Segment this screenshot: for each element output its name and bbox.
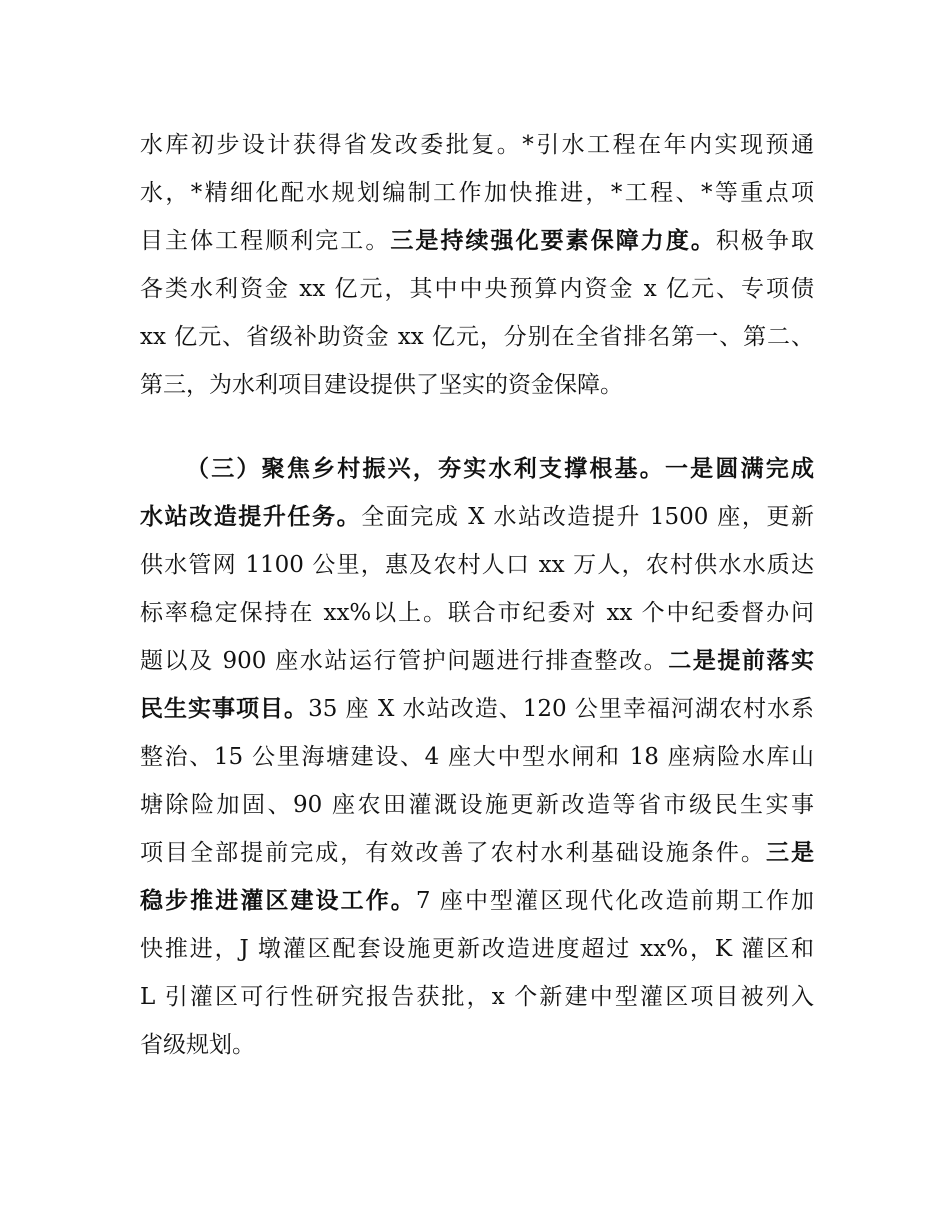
text-line bbox=[140, 361, 814, 409]
text-line bbox=[140, 685, 814, 733]
bold-heading-text: 三是持续强化要素保障力度。 bbox=[390, 228, 716, 254]
body-text: 题以及 900 座水站运行管护问题进行排查整改。 bbox=[140, 648, 669, 674]
body-text: 35 座 X 水站改造、120 公里幸福河湖农村水系 bbox=[308, 696, 814, 722]
body-text: 积极争取 bbox=[715, 228, 815, 254]
text-line bbox=[140, 973, 814, 1021]
text-line bbox=[140, 829, 814, 877]
text-line bbox=[140, 589, 814, 637]
paragraph bbox=[140, 121, 814, 409]
body-text: 各类水利资金 xx 亿元，其中中央预算内资金 x 亿元、专项债 bbox=[140, 276, 814, 302]
text-line bbox=[140, 925, 814, 973]
body-text: 项目全部提前完成，有效改善了农村水利基础设施条件。 bbox=[140, 840, 766, 866]
text-line bbox=[140, 637, 814, 685]
bold-heading-text: 水站改造提升任务。 bbox=[140, 504, 362, 530]
body-text: 标率稳定保持在 xx%以上。联合市纪委对 xx 个中纪委督办问 bbox=[140, 600, 814, 626]
text-line bbox=[140, 733, 814, 781]
body-text: 塘除险加固、90 座农田灌溉设施更新改造等省市级民生实事 bbox=[140, 792, 814, 818]
text-line bbox=[140, 445, 814, 493]
bold-heading-text: 三是 bbox=[765, 840, 815, 866]
text-line bbox=[140, 217, 814, 265]
text-line bbox=[140, 313, 814, 361]
text-line bbox=[140, 121, 814, 169]
body-text: xx 亿元、省级补助资金 xx 亿元，分别在全省排名第一、第二、 bbox=[140, 324, 814, 350]
text-line bbox=[140, 265, 814, 313]
body-text: 第三，为水利项目建设提供了坚实的资金保障。 bbox=[140, 372, 623, 398]
text-line bbox=[140, 541, 814, 589]
text-line bbox=[140, 781, 814, 829]
text-line bbox=[140, 877, 814, 925]
body-text: 7 座中型灌区现代化改造前期工作加 bbox=[415, 888, 815, 914]
body-text: 全面完成 X 水站改造提升 1500 座，更新 bbox=[361, 504, 814, 530]
bold-heading-text: 稳步推进灌区建设工作。 bbox=[140, 888, 416, 914]
body-text: 省级规划。 bbox=[140, 1032, 255, 1058]
bold-heading-text: 民生实事项目。 bbox=[140, 696, 309, 722]
bold-heading-text: 二是提前落实 bbox=[668, 648, 815, 674]
document-body bbox=[140, 121, 814, 1069]
paragraph bbox=[140, 445, 814, 1069]
body-text: 整治、15 公里海塘建设、4 座大中型水闸和 18 座病险水库山 bbox=[140, 744, 814, 770]
body-text: 供水管网 1100 公里，惠及农村人口 xx 万人，农村供水水质达 bbox=[140, 552, 814, 578]
body-text: L 引灌区可行性研究报告获批，x 个新建中型灌区项目被列入 bbox=[140, 984, 814, 1010]
text-line bbox=[140, 493, 814, 541]
body-text: 水，*精细化配水规划编制工作加快推进，*工程、*等重点项 bbox=[140, 180, 814, 206]
body-text: 目主体工程顺利完工。 bbox=[140, 228, 391, 254]
body-text: 水库初步设计获得省发改委批复。*引水工程在年内实现预通 bbox=[140, 132, 814, 158]
text-line bbox=[140, 1021, 814, 1069]
text-line bbox=[140, 169, 814, 217]
bold-heading-text: （三）聚焦乡村振兴，夯实水利支撑根基。一是圆满完成 bbox=[186, 456, 814, 482]
body-text: 快推进，J 墩灌区配套设施更新改造进度超过 xx%，K 灌区和 bbox=[140, 936, 814, 962]
